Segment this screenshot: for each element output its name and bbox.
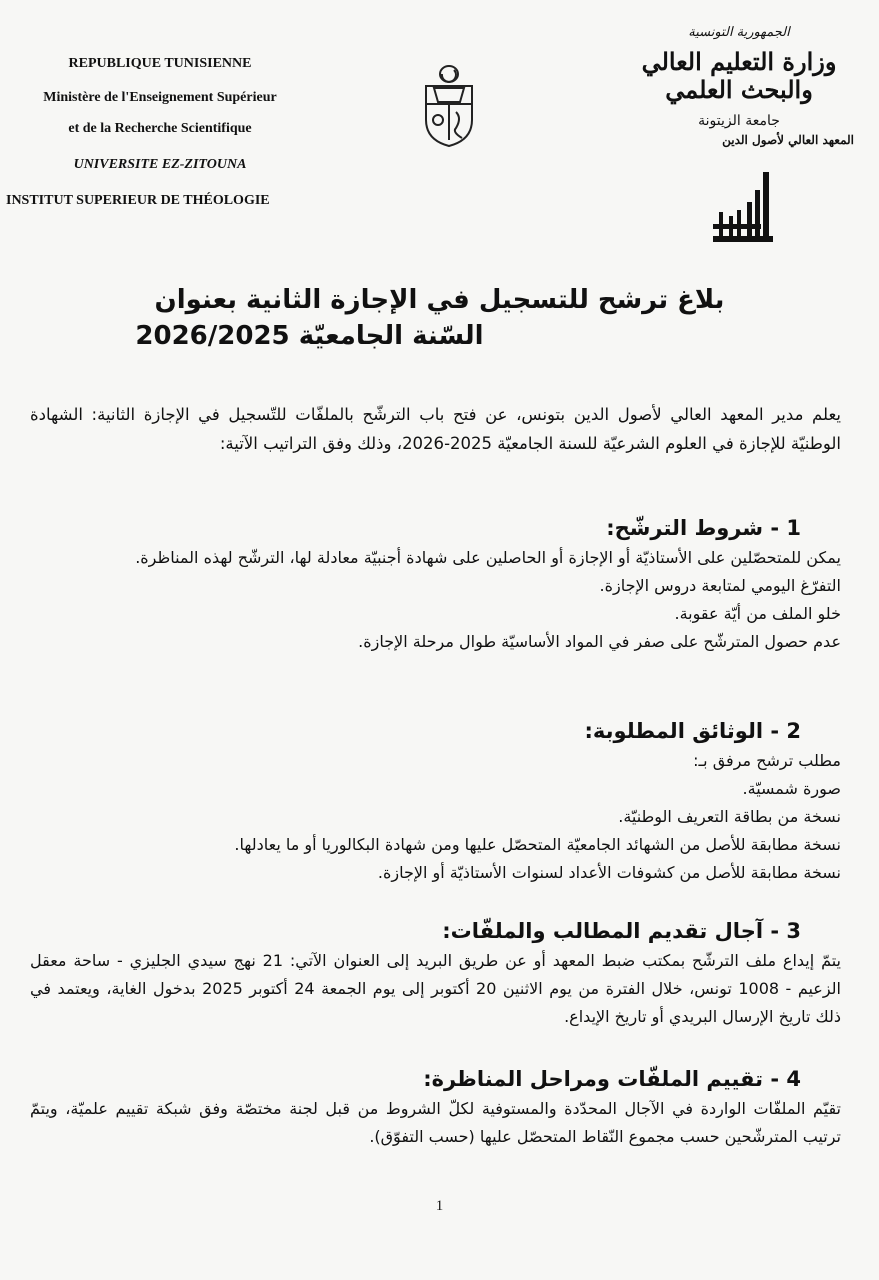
tunisia-coat-of-arms-icon	[420, 60, 478, 148]
section-evaluation	[30, 1063, 841, 1151]
section-line: تقيّم الملفّات الواردة في الآجال المحدّدة والمستوفية لكلّ الشروط من قبل لجنة مختصّة وفق شبكة تقييم علميّة، ويتمّ ترتيب المترشّحين حسب مجموع النّقاط المتحصّل عليها (حسب التفوّق).	[30, 1099, 841, 1146]
announcement-title	[0, 285, 879, 351]
section-documents	[30, 715, 841, 887]
section-line: نسخة مطابقة للأصل من كشوفات الأعداد لسنوات الأستاذيّة أو الإجازة.	[377, 863, 841, 882]
institute-logo-icon	[709, 172, 784, 254]
section-heading: 3 - آجال تقديم المطالب والملفّات:	[442, 919, 801, 943]
header-left-french	[0, 55, 320, 210]
section-line: يتمّ إيداع ملف الترشّح بمكتب ضبط المعهد أو عن طريق البريد إلى العنوان الآتي: 21 نهج سيدي الجليزي - ساحة معقل الزعيم - 1008 تونس، خلال الفترة من يوم الاثنين 20 أكتوبر إلى يوم الجمعة 24 أكتوبر 2025 بدخول الغاية، ويعتمد في ذلك تاريخ الإرسال البريدي أو تاريخ الإيداع.	[30, 951, 842, 1026]
intro-paragraph: يعلم مدير المعهد العالي لأصول الدين بتونس، عن فتح باب الترشّح بالملفّات للتّسجيل في الإجازة الثانية: الشهادة الوطنيّة للإجازة في العلوم الشرعيّة للسنة الجامعيّة 2025-2026، وذلك وفق التراتيب الآتية:	[30, 405, 841, 453]
section-line: عدم حصول المترشّح على صفر في المواد الأساسيّة طوال مرحلة الإجازة.	[358, 632, 841, 651]
section-line: خلو الملف من أيّة عقوبة.	[674, 604, 841, 623]
university-name-fr: UNIVERSITE EZ-ZITOUNA	[73, 156, 247, 172]
section-line: التفرّغ اليومي لمتابعة دروس الإجازة.	[599, 576, 841, 595]
title-line2: السّنة الجامعيّة 2026/2025	[135, 321, 484, 351]
title-line1: بلاغ ترشح للتسجيل في الإجازة الثانية بعنوان	[154, 285, 725, 315]
institute-name-ar: المعهد العالي لأصول الدين	[722, 133, 854, 148]
section-line: نسخة من بطاقة التعريف الوطنيّة.	[618, 807, 841, 826]
section-line: يمكن للمتحصّلين على الأستاذيّة أو الإجازة أو الحاصلين على شهادة أجنبيّة معادلة لها، الترشّح لهذه المناظرة.	[135, 548, 841, 567]
section-heading: 4 - تقييم الملفّات ومراحل المناظرة:	[423, 1067, 801, 1091]
page-number: 1	[435, 1198, 444, 1214]
header-right-arabic	[624, 25, 854, 147]
country-name-fr: REPUBLIQUE TUNISIENNE	[68, 56, 252, 71]
institute-name-fr: INSTITUT SUPERIEUR DE THÉOLOGIE	[6, 192, 270, 208]
section-conditions	[30, 512, 841, 656]
section-heading: 1 - شروط الترشّح:	[606, 516, 801, 540]
section-line: مطلب ترشح مرفق بـ:	[693, 751, 841, 770]
section-line: نسخة مطابقة للأصل من الشهائد الجامعيّة المتحصّل عليها ومن شهادة البكالوريا أو ما يعادلها.	[234, 835, 841, 854]
section-heading: 2 - الوثائق المطلوبة:	[584, 719, 801, 743]
country-name-ar: الجمهورية التونسية	[688, 25, 790, 40]
university-name-ar: جامعة الزيتونة	[698, 113, 780, 130]
ministry-name-ar: وزارة التعليم العالي والبحث العلمي	[641, 47, 837, 104]
ministry-line1-fr: Ministère de l'Enseignement Supérieur	[43, 90, 277, 106]
ministry-line2-fr: et de la Recherche Scientifique	[68, 121, 252, 137]
section-deadlines	[30, 915, 841, 1031]
section-line: صورة شمسيّة.	[742, 779, 841, 798]
